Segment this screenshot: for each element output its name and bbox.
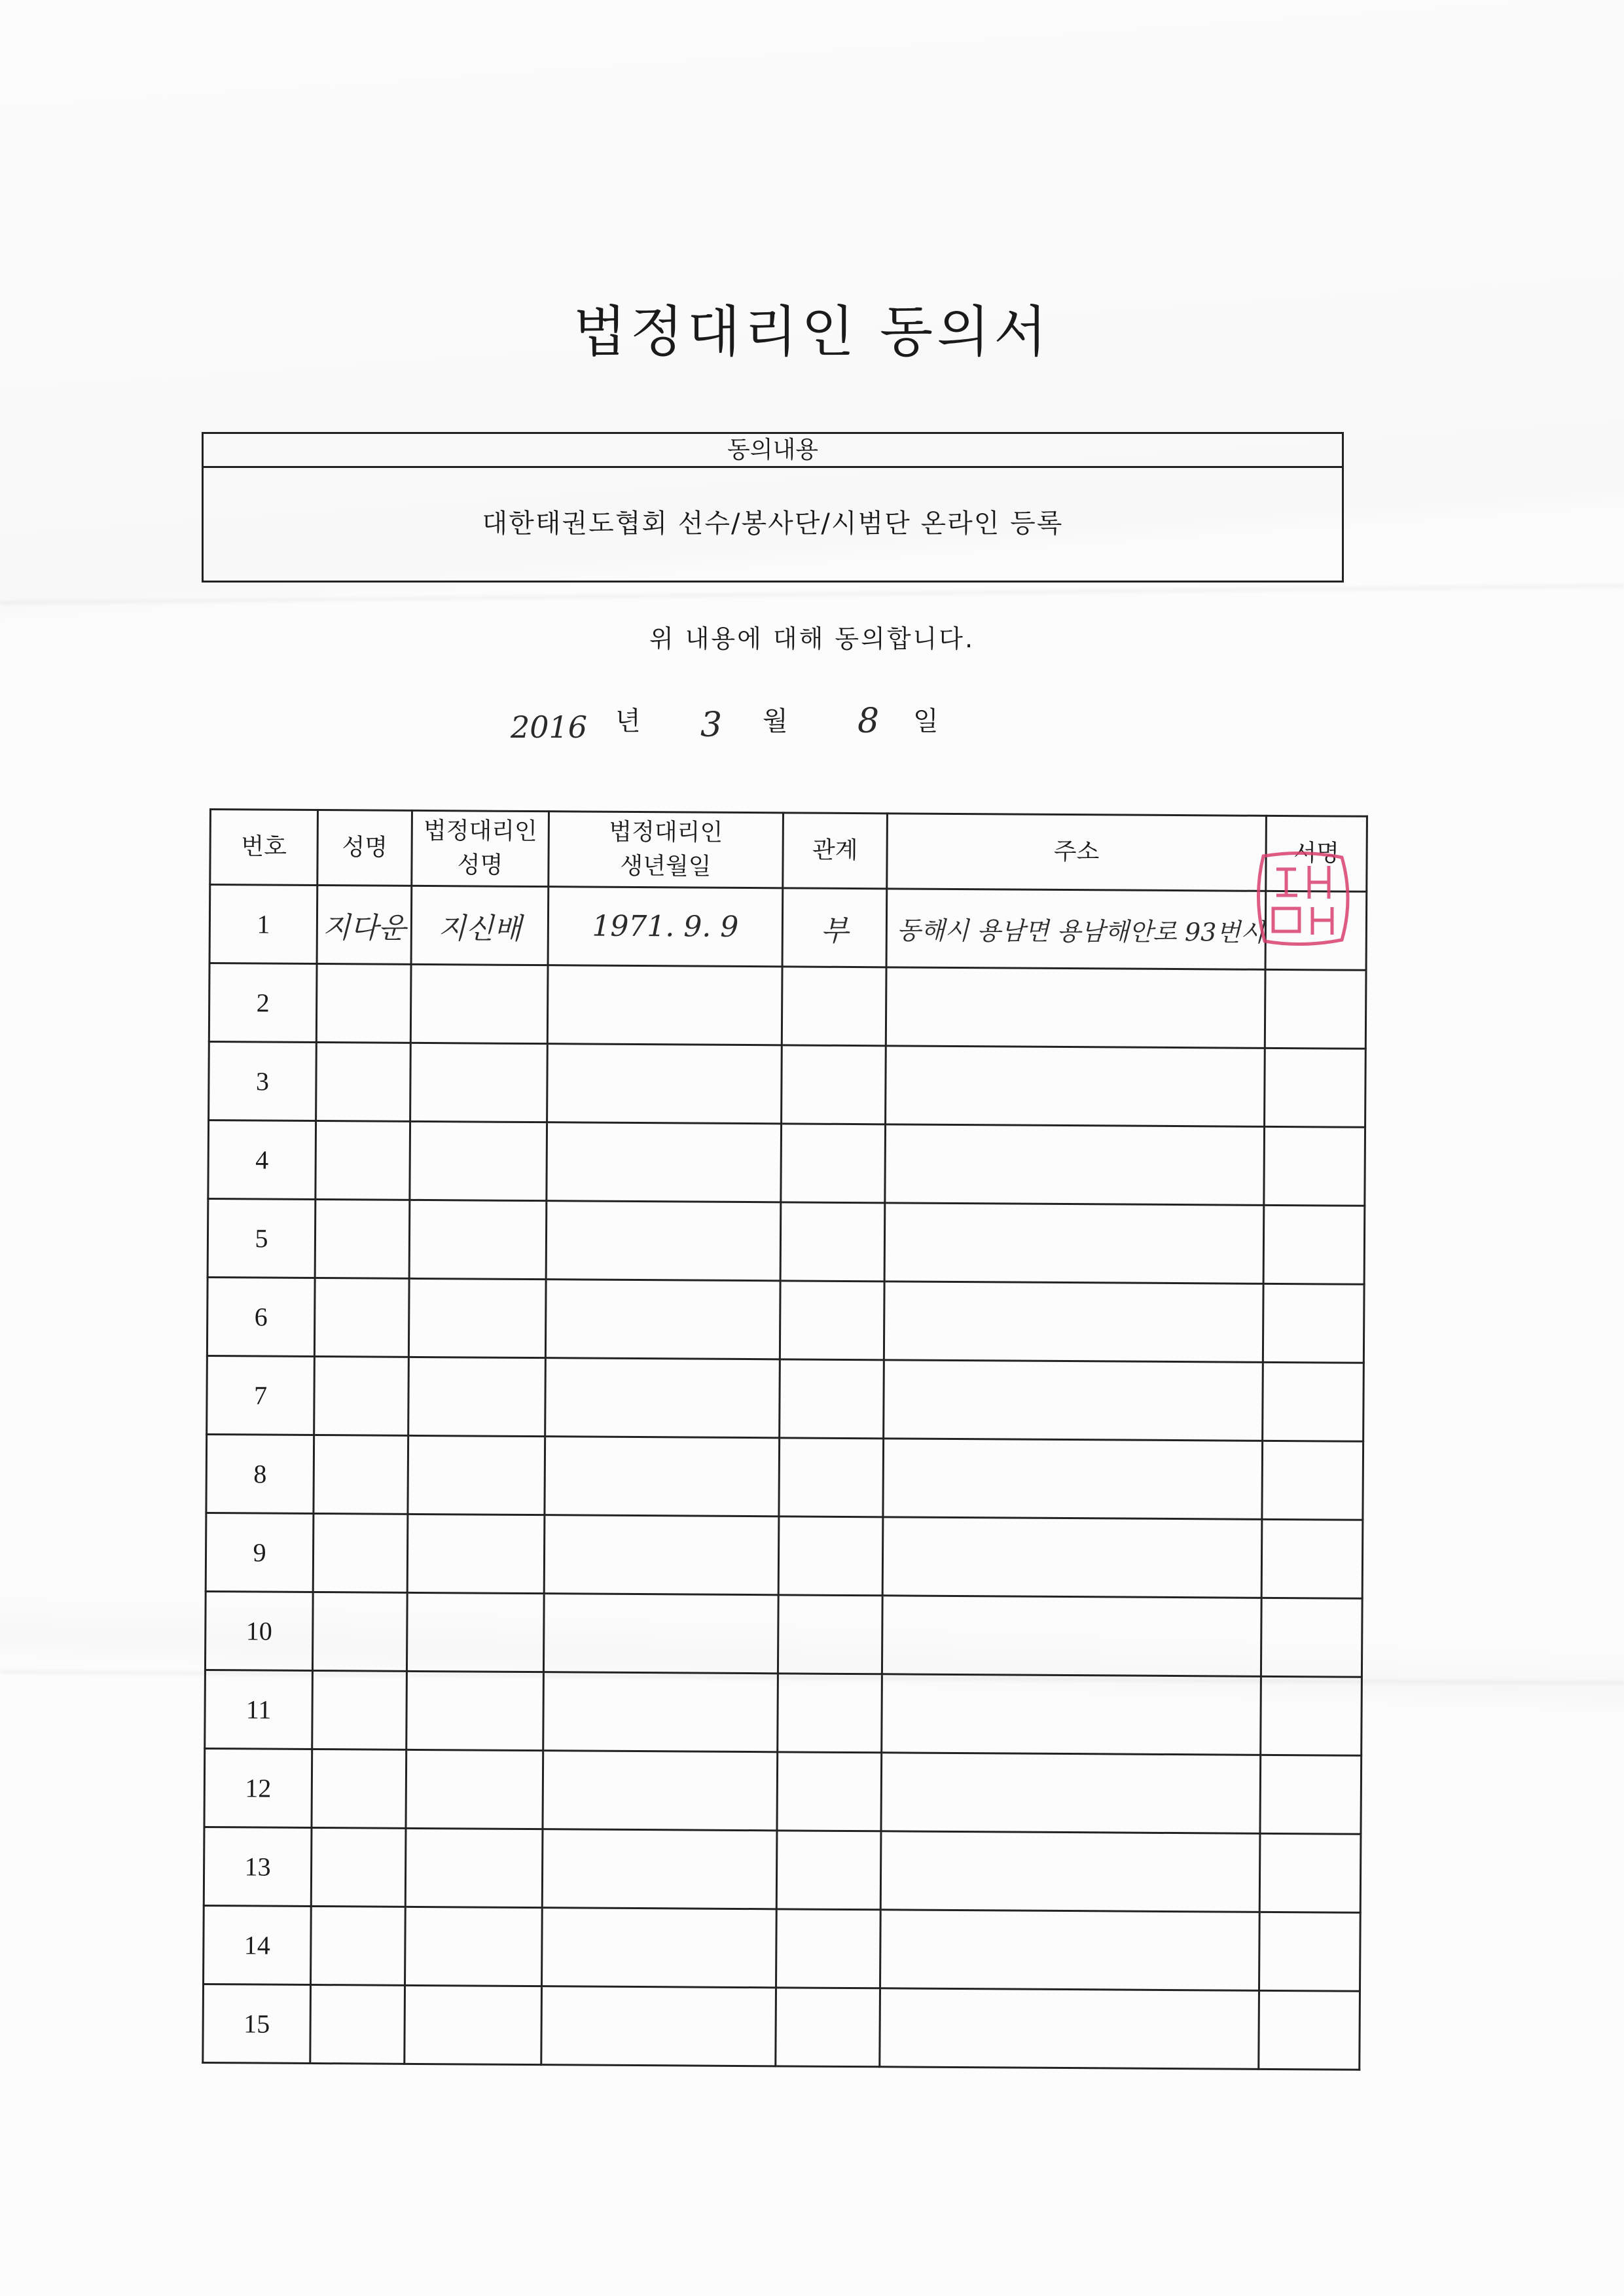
cell-guardian-birth: [546, 1201, 781, 1281]
cell-address: [884, 1203, 1264, 1284]
cell-name: [312, 1592, 407, 1671]
row-number: 12: [204, 1748, 312, 1827]
header-number: 번호: [210, 810, 318, 886]
cell-guardian-birth: [545, 1358, 780, 1438]
table-row: [204, 1827, 1361, 1912]
table-row: [206, 1513, 1363, 1598]
row-number: 9: [206, 1513, 314, 1592]
consent-box: [202, 432, 1344, 583]
header-guardian-birth-line2: 생년월일: [620, 852, 712, 880]
cell-address: [880, 1988, 1259, 2070]
cell-signature: [1260, 1755, 1362, 1834]
cell-name: [314, 1278, 409, 1357]
seal-stamp: [1250, 850, 1355, 948]
cell-guardian-birth: [543, 1751, 778, 1831]
cell-relation: [778, 1674, 882, 1753]
cell-address: [881, 1753, 1261, 1834]
registration-table: [202, 808, 1368, 2071]
date-year-unit: 년: [615, 706, 641, 736]
table-row: [207, 1277, 1364, 1363]
cell-guardian-name: [405, 1907, 542, 1986]
table-row: [209, 1042, 1366, 1128]
table-row: [209, 885, 1367, 971]
row-number: 7: [207, 1355, 315, 1435]
cell-signature: [1263, 1362, 1364, 1441]
cell-signature: [1263, 1205, 1365, 1284]
cell-guardian-name: [410, 1121, 547, 1200]
table-row: [209, 963, 1366, 1049]
header-name: 성명: [317, 810, 412, 886]
row-number: 6: [207, 1277, 315, 1356]
cell-guardian-name: [405, 1828, 542, 1907]
cell-guardian-name: [405, 1985, 541, 2064]
table-row: [205, 1591, 1362, 1677]
header-address: 주소: [887, 814, 1266, 891]
cell-name: 지다운: [317, 886, 412, 965]
cell-relation: [782, 967, 886, 1046]
cell-relation: [776, 1988, 880, 2067]
cell-signature: [1263, 1283, 1364, 1363]
cell-guardian-birth: [547, 965, 782, 1045]
cell-relation: [776, 1831, 881, 1910]
cell-guardian-name: 지신배: [411, 886, 548, 965]
row-number: 14: [204, 1905, 312, 1984]
cell-guardian-birth: 1971. 9. 9: [548, 887, 783, 967]
cell-guardian-birth: [541, 1908, 776, 1988]
document-title: 법정대리인 동의서: [573, 300, 1051, 364]
cell-address: [886, 967, 1265, 1049]
cell-relation: [778, 1516, 883, 1596]
cell-signature: [1259, 1912, 1360, 1991]
cell-guardian-birth: [544, 1515, 779, 1595]
cell-signature: [1261, 1676, 1362, 1755]
cell-address: [880, 1910, 1260, 1991]
consent-body: 대한태권도협회 선수/봉사단/시범단 온라인 등록: [482, 509, 1064, 539]
date-month-unit: 월: [763, 706, 788, 736]
header-signature: 서명: [1266, 816, 1367, 891]
cell-address: [882, 1674, 1261, 1755]
cell-name: [316, 1043, 411, 1122]
table-row: [208, 1121, 1365, 1206]
cell-relation: [780, 1359, 884, 1439]
cell-guardian-name: [406, 1671, 543, 1750]
cell-guardian-birth: [543, 1672, 778, 1752]
cell-name: [312, 1670, 407, 1749]
table-row: [203, 1984, 1360, 2070]
cell-guardian-name: [408, 1435, 545, 1515]
cell-name: [316, 964, 411, 1043]
row-number: 8: [206, 1434, 314, 1513]
cell-relation: [779, 1438, 884, 1517]
cell-relation: [782, 1045, 886, 1124]
cell-address: [885, 1124, 1265, 1206]
seal-stamp-mark: [1258, 853, 1348, 944]
header-guardian-birth: [549, 812, 784, 888]
date-day: 8: [857, 702, 880, 741]
cell-guardian-birth: [547, 1122, 782, 1202]
row-number: 2: [209, 963, 317, 1043]
cell-name: [314, 1435, 408, 1514]
table-row: [208, 1198, 1365, 1284]
cell-guardian-name: [409, 1200, 546, 1279]
header-relation: 관계: [783, 813, 888, 889]
table-row: [205, 1670, 1362, 1755]
cell-signature: [1262, 1441, 1363, 1520]
cell-relation: 부: [782, 888, 887, 967]
row-number: 15: [203, 1984, 311, 2063]
row-number: 10: [205, 1591, 313, 1670]
cell-guardian-birth: [543, 1594, 778, 1674]
date-month: 3: [700, 706, 723, 745]
header-guardian-name-line2: 성명: [457, 852, 503, 879]
table-row: [206, 1434, 1363, 1520]
cell-address: 동해시 용남면 용남해안로 93번시: [886, 889, 1266, 970]
date-year: 2016: [511, 709, 588, 745]
cell-relation: [778, 1595, 882, 1674]
cell-guardian-birth: [545, 1437, 780, 1516]
cell-name: [312, 1749, 406, 1828]
cell-guardian-name: [407, 1514, 544, 1593]
cell-name: [311, 1827, 406, 1907]
agree-statement: 위 내용에 대해 동의합니다.: [649, 624, 975, 653]
cell-guardian-name: [406, 1749, 543, 1829]
cell-guardian-name: [407, 1592, 544, 1672]
row-number: 5: [208, 1198, 316, 1278]
cell-signature: [1264, 1048, 1365, 1127]
cell-name: [313, 1513, 408, 1592]
cell-guardian-name: [410, 1043, 547, 1122]
table-row: [204, 1905, 1361, 1991]
table-row: [204, 1748, 1362, 1834]
cell-name: [315, 1200, 410, 1279]
cell-address: [886, 1046, 1265, 1127]
cell-name: [314, 1356, 409, 1435]
cell-guardian-name: [409, 1278, 546, 1357]
cell-relation: [781, 1124, 886, 1203]
cell-relation: [776, 1909, 881, 1988]
paper-crease: [0, 584, 1624, 605]
cell-relation: [777, 1752, 882, 1831]
cell-address: [884, 1282, 1263, 1363]
date-day-unit: 일: [913, 706, 939, 736]
cell-signature: [1264, 1126, 1365, 1206]
cell-guardian-name: [411, 964, 548, 1043]
row-number: 1: [209, 885, 317, 964]
cell-name: [316, 1121, 410, 1200]
row-number: 11: [205, 1670, 313, 1749]
cell-signature: [1259, 1990, 1360, 2070]
cell-signature: [1261, 1519, 1363, 1598]
table-row: [207, 1355, 1364, 1441]
cell-address: [880, 1831, 1260, 1912]
cell-relation: [780, 1202, 885, 1282]
cell-guardian-birth: [545, 1280, 780, 1359]
cell-address: [882, 1596, 1262, 1677]
cell-address: [884, 1360, 1263, 1441]
cell-guardian-name: [408, 1357, 545, 1436]
table-header-row: [210, 810, 1367, 892]
cell-guardian-birth: [542, 1829, 777, 1909]
row-number: 3: [209, 1042, 317, 1121]
cell-address: [882, 1517, 1262, 1598]
cell-signature: [1265, 969, 1366, 1049]
cell-name: [311, 1906, 406, 1985]
header-guardian-name: [412, 810, 549, 886]
cell-name: [310, 1984, 405, 2064]
cell-signature: [1261, 1598, 1362, 1677]
cell-address: [883, 1439, 1263, 1520]
cell-guardian-birth: [547, 1044, 782, 1124]
cell-guardian-birth: [541, 1986, 776, 2066]
row-number: 4: [208, 1121, 316, 1200]
cell-relation: [780, 1281, 884, 1360]
header-guardian-name-line1: 법정대리인: [423, 817, 537, 846]
header-guardian-birth-line1: 법정대리인: [609, 818, 723, 846]
consent-header: 동의내용: [204, 434, 1342, 468]
cell-signature: [1259, 1833, 1361, 1912]
row-number: 13: [204, 1827, 312, 1906]
